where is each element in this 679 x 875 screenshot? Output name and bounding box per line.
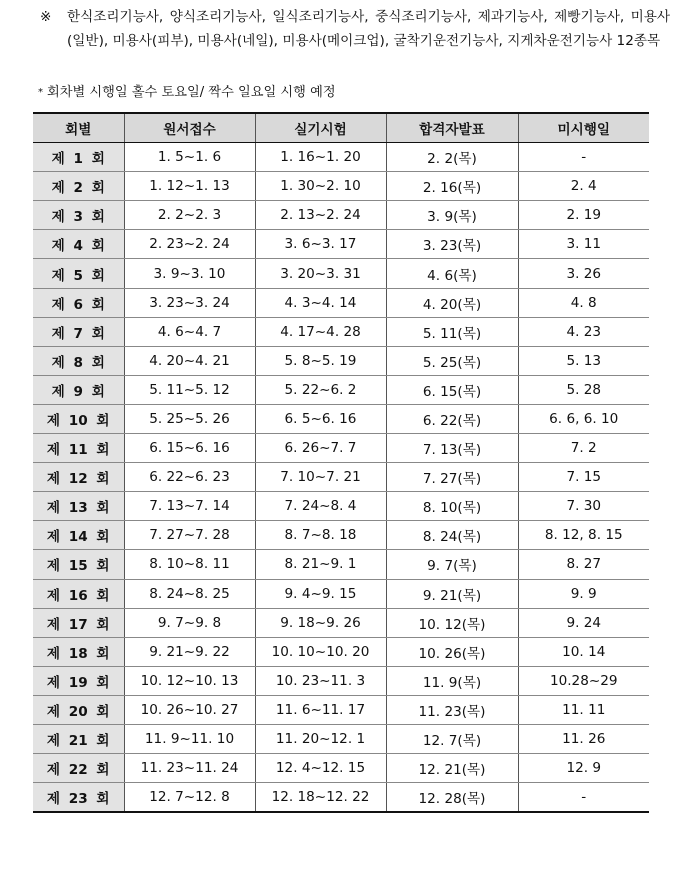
application-period-cell: 1. 5~1. 6: [124, 143, 255, 172]
application-period-cell: 11. 9~11. 10: [124, 724, 255, 753]
result-date-cell: 3. 9(목): [386, 201, 518, 230]
header-application: 원서접수: [124, 113, 255, 143]
application-period-cell: 4. 6~4. 7: [124, 317, 255, 346]
practical-exam-period-cell: 8. 7~8. 18: [255, 521, 386, 550]
application-period-cell: 6. 15~6. 16: [124, 434, 255, 463]
table-row: [33, 666, 649, 695]
table-row: [33, 463, 649, 492]
result-date-cell: 5. 25(목): [386, 346, 518, 375]
round-cell: 제 6 회: [33, 288, 124, 317]
table-row: [33, 259, 649, 288]
practical-exam-period-cell: 10. 23~11. 3: [255, 666, 386, 695]
no-exam-day-cell: 11. 26: [518, 724, 649, 753]
application-period-cell: 8. 24~8. 25: [124, 579, 255, 608]
practical-exam-period-cell: 1. 30~2. 10: [255, 172, 386, 201]
table-row: [33, 754, 649, 783]
header-round: 회별: [33, 113, 124, 143]
practical-exam-period-cell: 4. 3~4. 14: [255, 288, 386, 317]
application-period-cell: 2. 23~2. 24: [124, 230, 255, 259]
round-cell: 제 13 회: [33, 492, 124, 521]
no-exam-day-cell: 11. 11: [518, 695, 649, 724]
table-row: [33, 230, 649, 259]
result-date-cell: 6. 15(목): [386, 375, 518, 404]
result-date-cell: 2. 16(목): [386, 172, 518, 201]
result-date-cell: 4. 6(목): [386, 259, 518, 288]
header-no-exam-day: 미시행일: [518, 113, 649, 143]
round-cell: 제 3 회: [33, 201, 124, 230]
round-cell: 제 16 회: [33, 579, 124, 608]
no-exam-day-cell: 10. 14: [518, 637, 649, 666]
result-date-cell: 8. 10(목): [386, 492, 518, 521]
result-date-cell: 7. 13(목): [386, 434, 518, 463]
exam-items-text: 한식조리기능사, 양식조리기능사, 일식조리기능사, 중식조리기능사, 제과기능사, 제빵기능사, 미용사(일반), 미용사(피부), 미용사(네일), 미용사(메이크업), 굴착기운전기능사, 지게차운전기능사 12종목: [67, 9, 670, 49]
no-exam-day-cell: 8. 27: [518, 550, 649, 579]
no-exam-day-cell: 4. 23: [518, 317, 649, 346]
result-date-cell: 11. 23(목): [386, 695, 518, 724]
no-exam-day-cell: -: [518, 783, 649, 813]
result-date-cell: 12. 21(목): [386, 754, 518, 783]
result-date-cell: 9. 7(목): [386, 550, 518, 579]
table-row: [33, 783, 649, 813]
round-cell: 제 10 회: [33, 404, 124, 433]
table-row: [33, 375, 649, 404]
table-body: [33, 143, 649, 813]
result-date-cell: 2. 2(목): [386, 143, 518, 172]
result-date-cell: 5. 11(목): [386, 317, 518, 346]
round-cell: 제 22 회: [33, 754, 124, 783]
header-result-announcement: 합격자발표: [386, 113, 518, 143]
table-row: [33, 550, 649, 579]
table-row: [33, 201, 649, 230]
table-row: [33, 492, 649, 521]
practical-exam-period-cell: 1. 16~1. 20: [255, 143, 386, 172]
reference-mark: ※: [40, 9, 52, 25]
result-date-cell: 6. 22(목): [386, 404, 518, 433]
round-cell: 제 14 회: [33, 521, 124, 550]
practical-exam-period-cell: 3. 6~3. 17: [255, 230, 386, 259]
table-row: [33, 346, 649, 375]
table-row: [33, 288, 649, 317]
table-header-row: [33, 113, 649, 143]
round-cell: 제 1 회: [33, 143, 124, 172]
no-exam-day-cell: 7. 15: [518, 463, 649, 492]
application-period-cell: 6. 22~6. 23: [124, 463, 255, 492]
result-date-cell: 9. 21(목): [386, 579, 518, 608]
practical-exam-period-cell: 8. 21~9. 1: [255, 550, 386, 579]
application-period-cell: 7. 13~7. 14: [124, 492, 255, 521]
round-cell: 제 2 회: [33, 172, 124, 201]
practical-exam-period-cell: 6. 5~6. 16: [255, 404, 386, 433]
table-row: [33, 172, 649, 201]
application-period-cell: 2. 2~2. 3: [124, 201, 255, 230]
table-row: [33, 695, 649, 724]
round-cell: 제 5 회: [33, 259, 124, 288]
round-cell: 제 18 회: [33, 637, 124, 666]
round-cell: 제 15 회: [33, 550, 124, 579]
table-row: [33, 434, 649, 463]
result-date-cell: 12. 7(목): [386, 724, 518, 753]
round-cell: 제 20 회: [33, 695, 124, 724]
application-period-cell: 1. 12~1. 13: [124, 172, 255, 201]
application-period-cell: 3. 9~3. 10: [124, 259, 255, 288]
application-period-cell: 5. 25~5. 26: [124, 404, 255, 433]
schedule-remark: [38, 83, 336, 103]
asterisk-mark: *: [38, 87, 43, 98]
round-cell: 제 19 회: [33, 666, 124, 695]
round-cell: 제 7 회: [33, 317, 124, 346]
round-cell: 제 4 회: [33, 230, 124, 259]
round-cell: 제 9 회: [33, 375, 124, 404]
table-row: [33, 608, 649, 637]
table-row: [33, 317, 649, 346]
application-period-cell: 10. 26~10. 27: [124, 695, 255, 724]
result-date-cell: 7. 27(목): [386, 463, 518, 492]
table-row: [33, 404, 649, 433]
practical-exam-period-cell: 11. 6~11. 17: [255, 695, 386, 724]
result-date-cell: 3. 23(목): [386, 230, 518, 259]
result-date-cell: 4. 20(목): [386, 288, 518, 317]
application-period-cell: 7. 27~7. 28: [124, 521, 255, 550]
practical-exam-period-cell: 12. 18~12. 22: [255, 783, 386, 813]
no-exam-day-cell: 2. 19: [518, 201, 649, 230]
practical-exam-period-cell: 5. 8~5. 19: [255, 346, 386, 375]
no-exam-day-cell: 5. 28: [518, 375, 649, 404]
round-cell: 제 21 회: [33, 724, 124, 753]
no-exam-day-cell: 6. 6, 6. 10: [518, 404, 649, 433]
result-date-cell: 12. 28(목): [386, 783, 518, 813]
no-exam-day-cell: 7. 30: [518, 492, 649, 521]
no-exam-day-cell: 9. 24: [518, 608, 649, 637]
no-exam-day-cell: 12. 9: [518, 754, 649, 783]
table-row: [33, 724, 649, 753]
practical-exam-period-cell: 3. 20~3. 31: [255, 259, 386, 288]
round-cell: 제 12 회: [33, 463, 124, 492]
table-row: [33, 637, 649, 666]
application-period-cell: 10. 12~10. 13: [124, 666, 255, 695]
table-row: [33, 579, 649, 608]
practical-exam-period-cell: 4. 17~4. 28: [255, 317, 386, 346]
application-period-cell: 5. 11~5. 12: [124, 375, 255, 404]
result-date-cell: 11. 9(목): [386, 666, 518, 695]
schedule-remark-text: 회차별 시행일 홀수 토요일/ 짝수 일요일 시행 예정: [47, 85, 336, 100]
practical-exam-period-cell: 12. 4~12. 15: [255, 754, 386, 783]
application-period-cell: 4. 20~4. 21: [124, 346, 255, 375]
application-period-cell: 9. 7~9. 8: [124, 608, 255, 637]
exam-schedule-table: [33, 112, 649, 813]
practical-exam-period-cell: 5. 22~6. 2: [255, 375, 386, 404]
practical-exam-period-cell: 9. 4~9. 15: [255, 579, 386, 608]
practical-exam-period-cell: 7. 24~8. 4: [255, 492, 386, 521]
no-exam-day-cell: 3. 11: [518, 230, 649, 259]
result-date-cell: 10. 12(목): [386, 608, 518, 637]
practical-exam-period-cell: 9. 18~9. 26: [255, 608, 386, 637]
application-period-cell: 9. 21~9. 22: [124, 637, 255, 666]
round-cell: 제 17 회: [33, 608, 124, 637]
application-period-cell: 12. 7~12. 8: [124, 783, 255, 813]
table-row: [33, 143, 649, 172]
practical-exam-period-cell: 10. 10~10. 20: [255, 637, 386, 666]
result-date-cell: 8. 24(목): [386, 521, 518, 550]
no-exam-day-cell: 10.28~29: [518, 666, 649, 695]
application-period-cell: 11. 23~11. 24: [124, 754, 255, 783]
practical-exam-period-cell: 11. 20~12. 1: [255, 724, 386, 753]
no-exam-day-cell: 4. 8: [518, 288, 649, 317]
practical-exam-period-cell: 2. 13~2. 24: [255, 201, 386, 230]
application-period-cell: 3. 23~3. 24: [124, 288, 255, 317]
no-exam-day-cell: 7. 2: [518, 434, 649, 463]
result-date-cell: 10. 26(목): [386, 637, 518, 666]
no-exam-day-cell: 3. 26: [518, 259, 649, 288]
practical-exam-period-cell: 7. 10~7. 21: [255, 463, 386, 492]
no-exam-day-cell: 8. 12, 8. 15: [518, 521, 649, 550]
round-cell: 제 11 회: [33, 434, 124, 463]
no-exam-day-cell: 5. 13: [518, 346, 649, 375]
no-exam-day-cell: -: [518, 143, 649, 172]
table-row: [33, 521, 649, 550]
header-practical-exam: 실기시험: [255, 113, 386, 143]
round-cell: 제 23 회: [33, 783, 124, 813]
practical-exam-period-cell: 6. 26~7. 7: [255, 434, 386, 463]
no-exam-day-cell: 9. 9: [518, 579, 649, 608]
no-exam-day-cell: 2. 4: [518, 172, 649, 201]
application-period-cell: 8. 10~8. 11: [124, 550, 255, 579]
round-cell: 제 8 회: [33, 346, 124, 375]
exam-items-note: [40, 6, 670, 53]
